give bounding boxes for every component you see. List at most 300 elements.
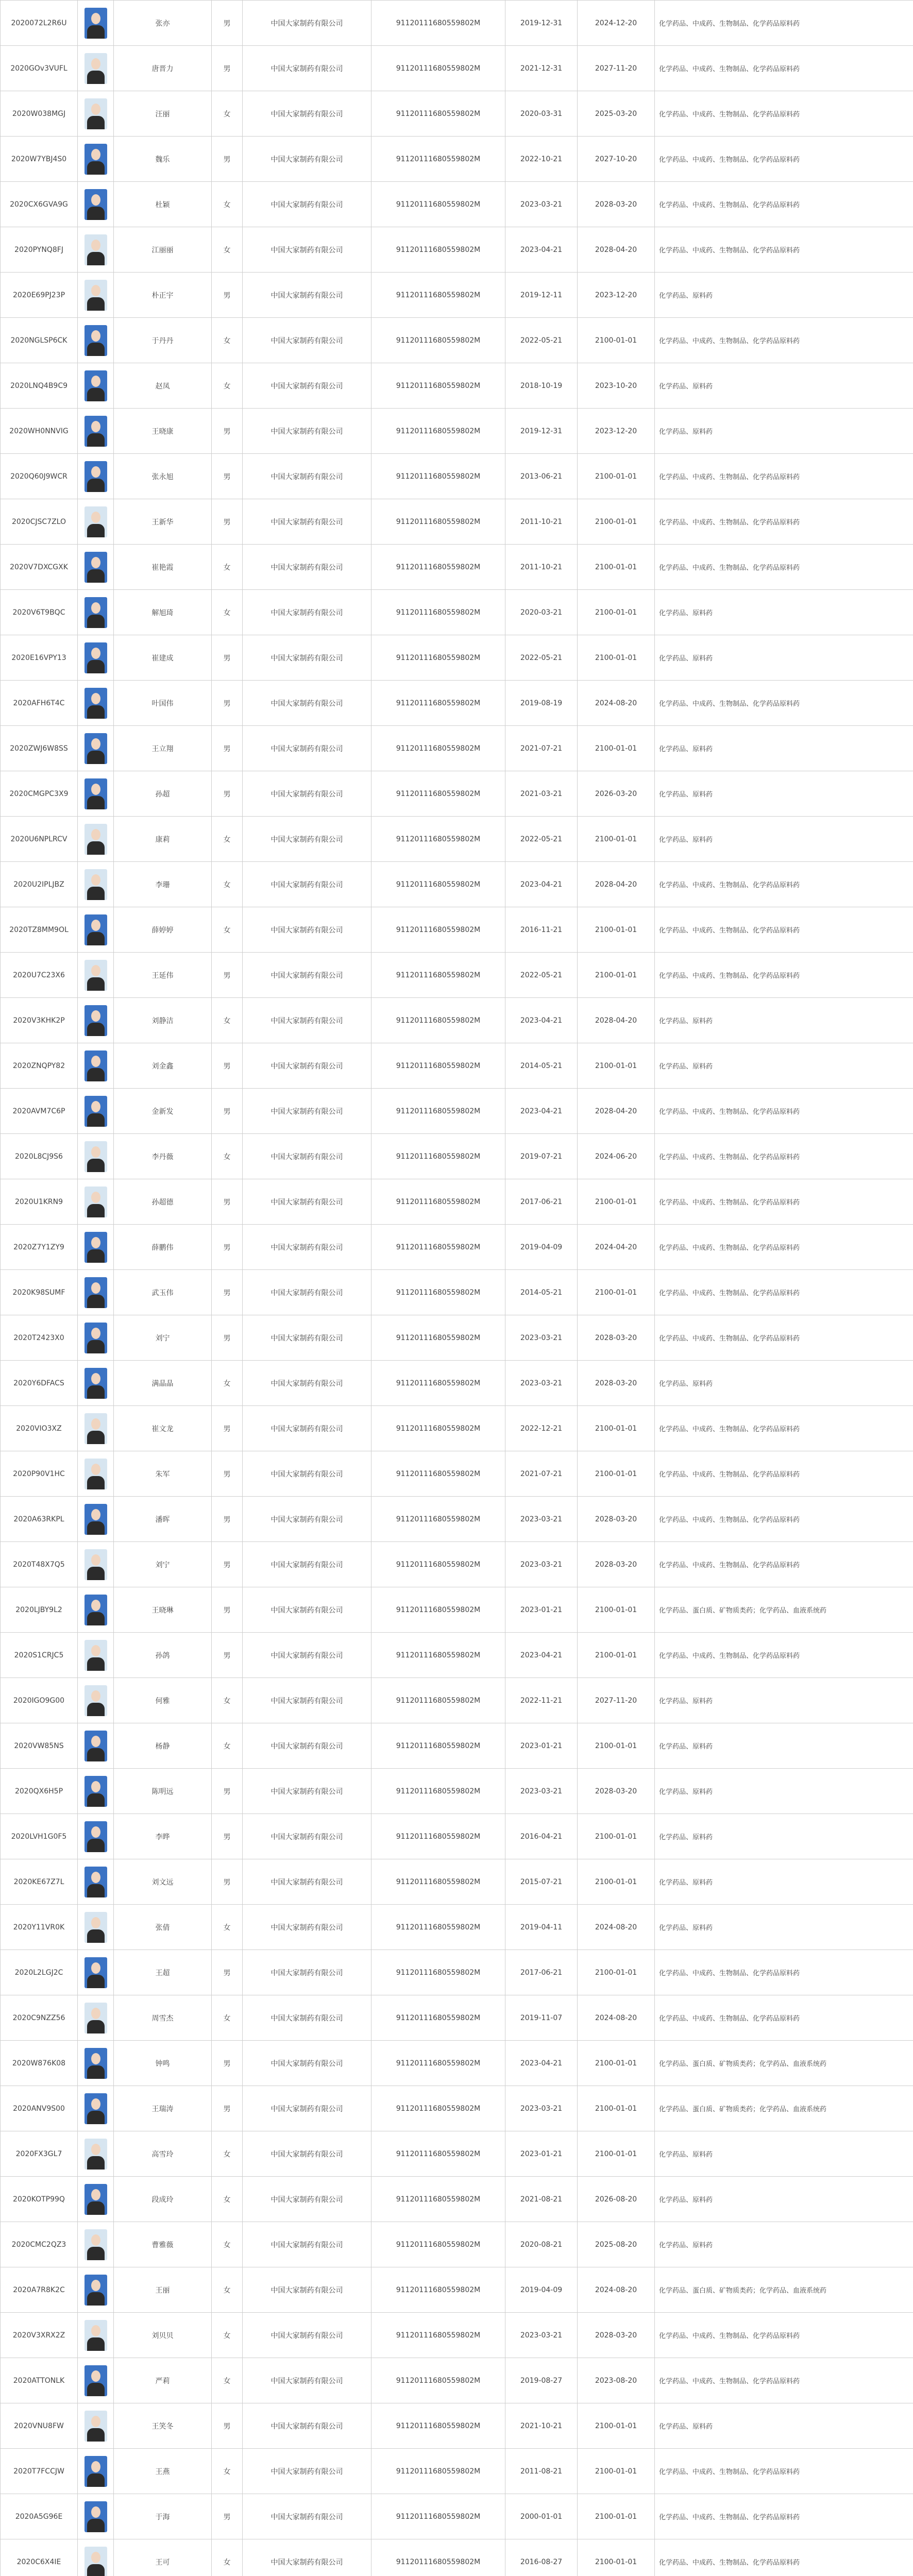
photo-cell (78, 2403, 114, 2449)
avatar (84, 1504, 107, 1535)
gender-cell: 女 (212, 862, 243, 907)
name-cell: 刘文远 (114, 1859, 212, 1905)
reg-code-cell: 2020K98SUMF (1, 1270, 78, 1315)
gender-cell: 男 (212, 1769, 243, 1814)
credit-code-cell: 91120111680559802M (371, 1315, 505, 1361)
reg-code-cell: 2020ANV9S00 (1, 2086, 78, 2131)
scope-cell: 化学药品、中成药、生物制品、化学药品原料药 (655, 2358, 913, 2403)
name-cell: 王晓琳 (114, 1587, 212, 1633)
credit-code-cell: 91120111680559802M (371, 1542, 505, 1587)
reg-code-cell: 2020U1KRN9 (1, 1179, 78, 1225)
gender-cell: 男 (212, 499, 243, 545)
name-cell: 王立翔 (114, 726, 212, 771)
table-row (1, 1406, 913, 1451)
credit-code-cell: 91120111680559802M (371, 1451, 505, 1497)
company-cell: 中国大家制药有限公司 (243, 2222, 371, 2267)
start-date-cell: 2023-01-21 (505, 1587, 578, 1633)
start-date-cell: 2022-05-21 (505, 635, 578, 681)
table-row (1, 1451, 913, 1497)
table-row (1, 862, 913, 907)
name-cell: 崔建成 (114, 635, 212, 681)
name-cell: 武玉伟 (114, 1270, 212, 1315)
start-date-cell: 2020-08-21 (505, 2222, 578, 2267)
name-cell: 叶国伟 (114, 681, 212, 726)
credit-code-cell: 91120111680559802M (371, 2131, 505, 2177)
end-date-cell: 2024-08-20 (578, 681, 655, 726)
photo-cell (78, 137, 114, 182)
name-cell: 汪丽 (114, 91, 212, 137)
photo-cell (78, 1995, 114, 2041)
gender-cell: 男 (212, 1859, 243, 1905)
gender-cell: 女 (212, 545, 243, 590)
avatar (84, 1232, 107, 1263)
photo-cell (78, 545, 114, 590)
photo-cell (78, 1315, 114, 1361)
table-row (1, 2539, 913, 2576)
credit-code-cell: 91120111680559802M (371, 1270, 505, 1315)
reg-code-cell: 2020A5G96E (1, 2494, 78, 2539)
reg-code-cell: 2020Y11VR0K (1, 1905, 78, 1950)
gender-cell: 男 (212, 1451, 243, 1497)
end-date-cell: 2028-03-20 (578, 1361, 655, 1406)
name-cell: 朱军 (114, 1451, 212, 1497)
company-cell: 中国大家制药有限公司 (243, 726, 371, 771)
start-date-cell: 2021-07-21 (505, 726, 578, 771)
avatar (84, 1096, 107, 1127)
end-date-cell: 2100-01-01 (578, 1633, 655, 1678)
scope-cell: 化学药品、中成药、生物制品、化学药品原料药 (655, 46, 913, 91)
table-row (1, 1497, 913, 1542)
name-cell: 钟鸣 (114, 2041, 212, 2086)
reg-code-cell: 2020P90V1HC (1, 1451, 78, 1497)
name-cell: 张亦 (114, 1, 212, 46)
gender-cell: 女 (212, 227, 243, 273)
name-cell: 刘宁 (114, 1542, 212, 1587)
name-cell: 朴正宇 (114, 273, 212, 318)
end-date-cell: 2024-08-20 (578, 1995, 655, 2041)
credit-code-cell: 91120111680559802M (371, 681, 505, 726)
start-date-cell: 2022-12-21 (505, 1406, 578, 1451)
end-date-cell: 2100-01-01 (578, 817, 655, 862)
gender-cell: 男 (212, 273, 243, 318)
start-date-cell: 2021-07-21 (505, 1451, 578, 1497)
photo-cell (78, 182, 114, 227)
photo-cell (78, 1134, 114, 1179)
table-row (1, 771, 913, 817)
photo-cell (78, 2177, 114, 2222)
name-cell: 曹雅薇 (114, 2222, 212, 2267)
table-row (1, 2131, 913, 2177)
reg-code-cell: 2020KOTP99Q (1, 2177, 78, 2222)
gender-cell: 女 (212, 2539, 243, 2576)
scope-cell: 化学药品、原料药 (655, 273, 913, 318)
end-date-cell: 2023-12-20 (578, 409, 655, 454)
end-date-cell: 2024-08-20 (578, 2267, 655, 2313)
table-row (1, 273, 913, 318)
reg-code-cell: 2020Y6DFACS (1, 1361, 78, 1406)
reg-code-cell: 2020WH0NNVIG (1, 409, 78, 454)
reg-code-cell: 2020VIO3XZ (1, 1406, 78, 1451)
gender-cell: 男 (212, 1497, 243, 1542)
credit-code-cell: 91120111680559802M (371, 862, 505, 907)
table-row (1, 363, 913, 409)
photo-cell (78, 681, 114, 726)
reg-code-cell: 2020LNQ4B9C9 (1, 363, 78, 409)
avatar (84, 2501, 107, 2532)
gender-cell: 男 (212, 953, 243, 998)
scope-cell: 化学药品、中成药、生物制品、化学药品原料药 (655, 2449, 913, 2494)
credit-code-cell: 91120111680559802M (371, 1089, 505, 1134)
reg-code-cell: 2020CMGPC3X9 (1, 771, 78, 817)
photo-cell (78, 2267, 114, 2313)
photo-cell (78, 590, 114, 635)
scope-cell: 化学药品、中成药、生物制品、化学药品原料药 (655, 227, 913, 273)
photo-cell (78, 454, 114, 499)
gender-cell: 女 (212, 91, 243, 137)
avatar (84, 2003, 107, 2033)
table-row (1, 681, 913, 726)
reg-code-cell: 2020TZ8MM9OL (1, 907, 78, 953)
table-row (1, 1723, 913, 1769)
company-cell: 中国大家制药有限公司 (243, 1225, 371, 1270)
gender-cell: 男 (212, 1315, 243, 1361)
scope-cell: 化学药品、中成药、生物制品、化学药品原料药 (655, 545, 913, 590)
start-date-cell: 2011-08-21 (505, 2449, 578, 2494)
reg-code-cell: 2020IGO9G00 (1, 1678, 78, 1723)
photo-cell (78, 2086, 114, 2131)
start-date-cell: 2019-12-31 (505, 409, 578, 454)
avatar (84, 1867, 107, 1897)
start-date-cell: 2023-01-21 (505, 1723, 578, 1769)
scope-cell: 化学药品、原料药 (655, 2131, 913, 2177)
company-cell: 中国大家制药有限公司 (243, 1315, 371, 1361)
scope-cell: 化学药品、中成药、生物制品、化学药品原料药 (655, 182, 913, 227)
reg-code-cell: 2020NGLSP6CK (1, 318, 78, 363)
gender-cell: 女 (212, 1723, 243, 1769)
gender-cell: 男 (212, 2041, 243, 2086)
name-cell: 王可 (114, 2539, 212, 2576)
name-cell: 刘金鑫 (114, 1043, 212, 1089)
credit-code-cell: 91120111680559802M (371, 318, 505, 363)
end-date-cell: 2100-01-01 (578, 1270, 655, 1315)
company-cell: 中国大家制药有限公司 (243, 2494, 371, 2539)
scope-cell: 化学药品、原料药 (655, 409, 913, 454)
end-date-cell: 2026-08-20 (578, 2177, 655, 2222)
avatar (84, 189, 107, 220)
end-date-cell: 2100-01-01 (578, 907, 655, 953)
photo-cell (78, 409, 114, 454)
name-cell: 解旭琦 (114, 590, 212, 635)
photo-cell (78, 1905, 114, 1950)
reg-code-cell: 2020KE67Z7L (1, 1859, 78, 1905)
photo-cell (78, 1814, 114, 1859)
name-cell: 孙超德 (114, 1179, 212, 1225)
table-row (1, 1089, 913, 1134)
credit-code-cell: 91120111680559802M (371, 1678, 505, 1723)
start-date-cell: 2023-01-21 (505, 2131, 578, 2177)
company-cell: 中国大家制药有限公司 (243, 545, 371, 590)
end-date-cell: 2025-08-20 (578, 2222, 655, 2267)
scope-cell: 化学药品、中成药、生物制品、化学药品原料药 (655, 2313, 913, 2358)
scope-cell: 化学药品、中成药、生物制品、化学药品原料药 (655, 1406, 913, 1451)
reg-code-cell: 2020ZWJ6W8SS (1, 726, 78, 771)
avatar (84, 8, 107, 39)
avatar (84, 1187, 107, 1217)
photo-cell (78, 1950, 114, 1995)
avatar (84, 2547, 107, 2576)
end-date-cell: 2028-03-20 (578, 2313, 655, 2358)
name-cell: 何雅 (114, 1678, 212, 1723)
scope-cell: 化学药品、蛋白质、矿物质类药；化学药品、血液系统药 (655, 2267, 913, 2313)
end-date-cell: 2024-04-20 (578, 1225, 655, 1270)
end-date-cell: 2100-01-01 (578, 499, 655, 545)
name-cell: 张永旭 (114, 454, 212, 499)
reg-code-cell: 2020VW85NS (1, 1723, 78, 1769)
start-date-cell: 2023-03-21 (505, 2086, 578, 2131)
photo-cell (78, 1678, 114, 1723)
name-cell: 江丽丽 (114, 227, 212, 273)
start-date-cell: 2019-07-21 (505, 1134, 578, 1179)
scope-cell: 化学药品、中成药、生物制品、化学药品原料药 (655, 1542, 913, 1587)
end-date-cell: 2100-01-01 (578, 2041, 655, 2086)
credit-code-cell: 91120111680559802M (371, 2403, 505, 2449)
photo-cell (78, 1, 114, 46)
company-cell: 中国大家制药有限公司 (243, 2539, 371, 2576)
start-date-cell: 2014-05-21 (505, 1270, 578, 1315)
credit-code-cell: 91120111680559802M (371, 2539, 505, 2576)
gender-cell: 男 (212, 635, 243, 681)
reg-code-cell: 2020Q60J9WCR (1, 454, 78, 499)
photo-cell (78, 363, 114, 409)
table-row (1, 1270, 913, 1315)
reg-code-cell: 2020W7YBJ4S0 (1, 137, 78, 182)
avatar (84, 1821, 107, 1852)
credit-code-cell: 91120111680559802M (371, 227, 505, 273)
gender-cell: 男 (212, 1270, 243, 1315)
scope-cell: 化学药品、中成药、生物制品、化学药品原料药 (655, 862, 913, 907)
reg-code-cell: 2020PYNQ8FJ (1, 227, 78, 273)
avatar (84, 1685, 107, 1716)
table-row (1, 2313, 913, 2358)
company-cell: 中国大家制药有限公司 (243, 771, 371, 817)
scope-cell: 化学药品、蛋白质、矿物质类药；化学药品、血液系统药 (655, 2086, 913, 2131)
end-date-cell: 2100-01-01 (578, 545, 655, 590)
credit-code-cell: 91120111680559802M (371, 273, 505, 318)
start-date-cell: 2023-03-21 (505, 1769, 578, 1814)
credit-code-cell: 91120111680559802M (371, 1406, 505, 1451)
end-date-cell: 2027-11-20 (578, 46, 655, 91)
table-row (1, 1315, 913, 1361)
gender-cell: 男 (212, 771, 243, 817)
table-row (1, 953, 913, 998)
gender-cell: 女 (212, 1995, 243, 2041)
company-cell: 中国大家制药有限公司 (243, 1451, 371, 1497)
start-date-cell: 2018-10-19 (505, 363, 578, 409)
company-cell: 中国大家制药有限公司 (243, 1723, 371, 1769)
scope-cell: 化学药品、中成药、生物制品、化学药品原料药 (655, 1497, 913, 1542)
name-cell: 张倩 (114, 1905, 212, 1950)
scope-cell: 化学药品、中成药、生物制品、化学药品原料药 (655, 137, 913, 182)
gender-cell: 男 (212, 1950, 243, 1995)
photo-cell (78, 2539, 114, 2576)
credit-code-cell: 91120111680559802M (371, 1134, 505, 1179)
credit-code-cell: 91120111680559802M (371, 182, 505, 227)
name-cell: 于海 (114, 2494, 212, 2539)
name-cell: 孙超 (114, 771, 212, 817)
gender-cell: 男 (212, 2494, 243, 2539)
table-row (1, 1225, 913, 1270)
start-date-cell: 2019-04-09 (505, 2267, 578, 2313)
table-row (1, 635, 913, 681)
end-date-cell: 2100-01-01 (578, 590, 655, 635)
avatar (84, 53, 107, 84)
credit-code-cell: 91120111680559802M (371, 2358, 505, 2403)
gender-cell: 女 (212, 2313, 243, 2358)
photo-cell (78, 2358, 114, 2403)
photo-cell (78, 953, 114, 998)
company-cell: 中国大家制药有限公司 (243, 1995, 371, 2041)
company-cell: 中国大家制药有限公司 (243, 1587, 371, 1633)
start-date-cell: 2023-04-21 (505, 227, 578, 273)
scope-cell: 化学药品、中成药、生物制品、化学药品原料药 (655, 1451, 913, 1497)
name-cell: 魏乐 (114, 137, 212, 182)
table-row (1, 137, 913, 182)
start-date-cell: 2023-04-21 (505, 1089, 578, 1134)
scope-cell: 化学药品、原料药 (655, 590, 913, 635)
gender-cell: 女 (212, 2177, 243, 2222)
avatar (84, 325, 107, 356)
end-date-cell: 2100-01-01 (578, 2494, 655, 2539)
name-cell: 刘宁 (114, 1315, 212, 1361)
start-date-cell: 2000-01-01 (505, 2494, 578, 2539)
avatar (84, 280, 107, 311)
start-date-cell: 2021-12-31 (505, 46, 578, 91)
end-date-cell: 2028-03-20 (578, 1542, 655, 1587)
table-row (1, 545, 913, 590)
scope-cell: 化学药品、中成药、生物制品、化学药品原料药 (655, 1089, 913, 1134)
name-cell: 薛婷婷 (114, 907, 212, 953)
scope-cell: 化学药品、原料药 (655, 1043, 913, 1089)
table-row (1, 1633, 913, 1678)
reg-code-cell: 2020V7DXCGXK (1, 545, 78, 590)
avatar (84, 144, 107, 175)
start-date-cell: 2023-03-21 (505, 1315, 578, 1361)
start-date-cell: 2011-10-21 (505, 545, 578, 590)
gender-cell: 男 (212, 137, 243, 182)
table-row (1, 2494, 913, 2539)
end-date-cell: 2100-01-01 (578, 953, 655, 998)
scope-cell: 化学药品、中成药、生物制品、化学药品原料药 (655, 2494, 913, 2539)
avatar (84, 597, 107, 628)
start-date-cell: 2023-03-21 (505, 1542, 578, 1587)
reg-code-cell: 2020E16VPY13 (1, 635, 78, 681)
table-row (1, 1905, 913, 1950)
company-cell: 中国大家制药有限公司 (243, 2267, 371, 2313)
reg-code-cell: 2020T48X7Q5 (1, 1542, 78, 1587)
company-cell: 中国大家制药有限公司 (243, 409, 371, 454)
table-body (1, 1, 913, 2576)
table-row (1, 907, 913, 953)
scope-cell: 化学药品、中成药、生物制品、化学药品原料药 (655, 1179, 913, 1225)
credit-code-cell: 91120111680559802M (371, 817, 505, 862)
photo-cell (78, 91, 114, 137)
company-cell: 中国大家制药有限公司 (243, 998, 371, 1043)
photo-cell (78, 2222, 114, 2267)
name-cell: 孙鸽 (114, 1633, 212, 1678)
photo-cell (78, 1270, 114, 1315)
avatar (84, 1459, 107, 1489)
table-row (1, 318, 913, 363)
photo-cell (78, 998, 114, 1043)
reg-code-cell: 2020CX6GVA9G (1, 182, 78, 227)
name-cell: 薛鹏伟 (114, 1225, 212, 1270)
gender-cell: 男 (212, 1406, 243, 1451)
start-date-cell: 2014-05-21 (505, 1043, 578, 1089)
gender-cell: 女 (212, 182, 243, 227)
reg-code-cell: 2020ATTONLK (1, 2358, 78, 2403)
end-date-cell: 2100-01-01 (578, 1950, 655, 1995)
start-date-cell: 2023-03-21 (505, 1497, 578, 1542)
name-cell: 王丽 (114, 2267, 212, 2313)
credit-code-cell: 91120111680559802M (371, 2494, 505, 2539)
avatar (84, 2184, 107, 2215)
start-date-cell: 2019-12-31 (505, 1, 578, 46)
table-row (1, 182, 913, 227)
reg-code-cell: 2020L8CJ9S6 (1, 1134, 78, 1179)
name-cell: 王晓康 (114, 409, 212, 454)
company-cell: 中国大家制药有限公司 (243, 1497, 371, 1542)
credit-code-cell: 91120111680559802M (371, 137, 505, 182)
company-cell: 中国大家制药有限公司 (243, 1270, 371, 1315)
scope-cell: 化学药品、原料药 (655, 1905, 913, 1950)
end-date-cell: 2028-03-20 (578, 1315, 655, 1361)
end-date-cell: 2025-03-20 (578, 91, 655, 137)
table-row (1, 590, 913, 635)
end-date-cell: 2027-11-20 (578, 1678, 655, 1723)
end-date-cell: 2028-04-20 (578, 1089, 655, 1134)
avatar (84, 642, 107, 673)
reg-code-cell: 2020W876K08 (1, 2041, 78, 2086)
gender-cell: 女 (212, 318, 243, 363)
table-row (1, 1814, 913, 1859)
gender-cell: 男 (212, 1587, 243, 1633)
start-date-cell: 2022-05-21 (505, 817, 578, 862)
table-row (1, 1769, 913, 1814)
start-date-cell: 2023-04-21 (505, 1633, 578, 1678)
gender-cell: 男 (212, 454, 243, 499)
table-row (1, 2222, 913, 2267)
table-row (1, 1179, 913, 1225)
credit-code-cell: 91120111680559802M (371, 953, 505, 998)
start-date-cell: 2022-11-21 (505, 1678, 578, 1723)
gender-cell: 男 (212, 1633, 243, 1678)
company-cell: 中国大家制药有限公司 (243, 1, 371, 46)
table-row (1, 1587, 913, 1633)
avatar (84, 869, 107, 900)
avatar (84, 1776, 107, 1807)
name-cell: 段成玲 (114, 2177, 212, 2222)
company-cell: 中国大家制药有限公司 (243, 273, 371, 318)
start-date-cell: 2023-04-21 (505, 2041, 578, 2086)
avatar (84, 2320, 107, 2351)
credit-code-cell: 91120111680559802M (371, 1587, 505, 1633)
end-date-cell: 2028-04-20 (578, 998, 655, 1043)
reg-code-cell: 2020U2IPLJBZ (1, 862, 78, 907)
avatar (84, 370, 107, 401)
end-date-cell: 2100-01-01 (578, 2086, 655, 2131)
start-date-cell: 2011-10-21 (505, 499, 578, 545)
gender-cell: 男 (212, 46, 243, 91)
